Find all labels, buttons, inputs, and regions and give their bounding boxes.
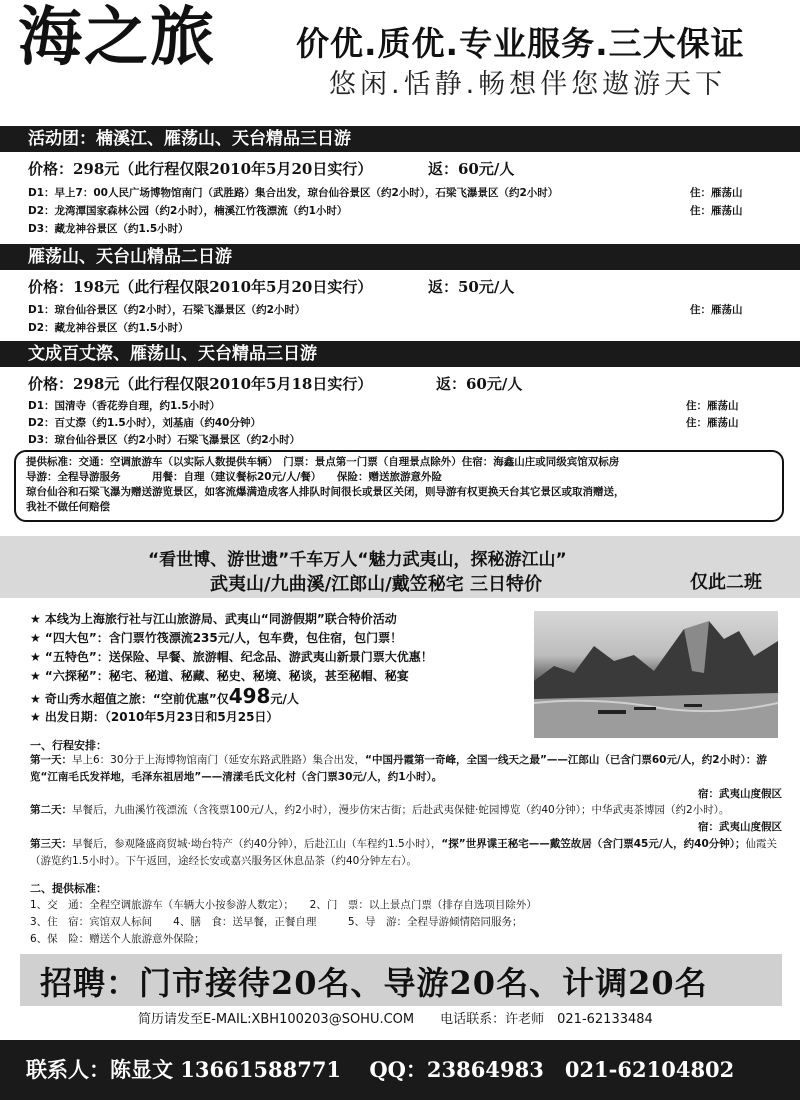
itinerary-day2 bbox=[30, 802, 782, 836]
provide-row: 1、交 通：全程空调旅游车（车辆大小按参游人数定）； 2、门 票：以上景点门票（排存自选项目除外） bbox=[30, 899, 537, 911]
standards-line: 提供标准：交通：空调旅游车（以实际人数提供车辆） 门票：景点第一门票（自理景点除外）住宿：海鑫山庄或同级宾馆双标房 bbox=[26, 456, 620, 468]
promo-star-item: ★ 出发日期：（2010年5月23日和5月25日） bbox=[30, 710, 279, 724]
tour2-price: 价格：198元（此行程仅限2010年5月20日实行） bbox=[28, 278, 373, 296]
tour3-price: 价格：298元（此行程仅限2010年5月18日实行） bbox=[28, 375, 373, 393]
tour1-day1: D1：早上7：00人民广场博物馆南门（武胜路）集合出发，琼台仙谷景区（约2小时），石梁飞瀑景区（约2小时） bbox=[28, 187, 559, 199]
promo-star-item bbox=[30, 684, 299, 708]
day-text: 早餐后，参观隆盛商贸城·坳台特产（约40分钟），后赴江山（车程约1.5小时）， bbox=[72, 838, 442, 850]
slogan-main: 价优.质优.专业服务.三大保证 bbox=[296, 24, 745, 63]
tour1-rebate: 返：60元/人 bbox=[428, 160, 515, 178]
promo-subtitle: 武夷山/九曲溪/江郎山/戴笠秘宅 三日特价 bbox=[210, 574, 542, 595]
itinerary-day1 bbox=[30, 752, 782, 803]
tour3-rebate: 返：60元/人 bbox=[436, 375, 523, 393]
tour1-price: 价格：298元（此行程仅限2010年5月20日实行） bbox=[28, 160, 373, 178]
day-label: 第二天： bbox=[30, 804, 72, 816]
day-stay: 宿：武夷山度假区 bbox=[698, 821, 782, 833]
tour3-title-bar: 文成百丈漈、雁荡山、天台精品三日游 bbox=[0, 341, 800, 367]
tour2-day1: D1：琼台仙谷景区（约2小时），石梁飞瀑景区（约2小时） bbox=[28, 304, 306, 316]
brand-logo: 海之旅 bbox=[18, 0, 216, 75]
itinerary-heading: 一、行程安排： bbox=[30, 739, 107, 752]
standards-box bbox=[14, 450, 784, 522]
tour2-day1-stay: 住：雁荡山 bbox=[690, 304, 743, 316]
scenery-photo bbox=[534, 611, 778, 738]
footer-contact: 联系人：陈显文 13661588771 QQ：23864983 021-62104802 bbox=[26, 1057, 735, 1082]
promo-title: “看世博、游世遗”千车万人“魅力武夷山，探秘游江山” bbox=[148, 550, 567, 570]
tour3-day1-stay: 住：雁荡山 bbox=[686, 400, 739, 412]
tour1-title-bar: 活动团：楠溪江、雁荡山、天台精品三日游 bbox=[0, 126, 800, 152]
standards-line: 琼台仙谷和石梁飞瀑为赠送游览景区，如客流爆满造成客人排队时间很长或景区关闭，则导游有权更换天台其它景区或取消赠送， bbox=[26, 486, 625, 498]
tour1-day2-stay: 住：雁荡山 bbox=[690, 205, 743, 217]
promo-only-label: 仅此二班 bbox=[690, 572, 762, 593]
provide-row: 6、保 险：赠送个人旅游意外保险； bbox=[30, 933, 205, 945]
day-text: 仙霞关（游览约1.5小时）。下午返回，途经长安或嘉兴服务区休息品茶（约40分钟左右）。 bbox=[30, 838, 778, 867]
promo-star-item: ★ “六探秘”：秘宅、秘道、秘藏、秘史、秘境、秘谈，甚至秘帽、秘宴 bbox=[30, 669, 409, 683]
day-stay: 宿：武夷山度假区 bbox=[698, 788, 782, 800]
promo-star-item: ★ “四大包”：含门票竹筏漂流235元/人，包车费，包住宿，包门票！ bbox=[30, 631, 403, 645]
resume-contact: 简历请发至E-MAIL:XBH100203@SOHU.COM 电话联系：许老师 021-62133484 bbox=[138, 1012, 653, 1027]
tour3-day1: D1：国清寺（香花券自理，约1.5小时） bbox=[28, 400, 221, 412]
recruit-title: 招聘：门市接待20名、导游20名、计调20名 bbox=[40, 964, 708, 1002]
tour2-day2: D2：藏龙神谷景区（约1.5小时） bbox=[28, 322, 189, 334]
promo-star-item: ★ 本线为上海旅行社与江山旅游局、武夷山“同游假期”联合特价活动 bbox=[30, 612, 397, 626]
tour3-day2-stay: 住：雁荡山 bbox=[686, 417, 739, 429]
tour2-rebate: 返：50元/人 bbox=[428, 278, 515, 296]
day-text: 早上6：30分于上海博物馆南门（延安东路武胜路）集合出发， bbox=[72, 754, 366, 766]
standards-line: 导游：全程导游服务 用餐：自理（建议餐标20元/人/餐） 保险：赠送旅游意外险 bbox=[26, 471, 443, 483]
day-text: 早餐后，九曲溪竹筏漂流（含筏票100元/人，约2小时），漫步仿宋古街；后赴武夷保健·蛇园博览（约40分钟）；中华武夷茶博园（约2小时）。 bbox=[72, 804, 730, 816]
tour1-day1-stay: 住：雁荡山 bbox=[690, 187, 743, 199]
itinerary-day3 bbox=[30, 836, 782, 870]
tour1-day2: D2：龙湾潭国家森林公园（约2小时），楠溪江竹筏漂流（约1小时） bbox=[28, 205, 348, 217]
provide-heading: 二、提供标准： bbox=[30, 882, 107, 895]
tour1-day3: D3：藏龙神谷景区（约1.5小时） bbox=[28, 223, 189, 235]
day-label: 第三天： bbox=[30, 838, 72, 850]
provide-row: 3、住 宿：宾馆双人标间 4、膳 食：送早餐，正餐自理 5、导 游：全程导游倾情陪同服务； bbox=[30, 916, 523, 928]
promo-price: 498 bbox=[228, 684, 271, 708]
slogan-sub: 悠闲.恬静.畅想伴您遨游天下 bbox=[329, 69, 727, 100]
tour2-title-bar: 雁荡山、天台山精品二日游 bbox=[0, 244, 800, 270]
day-highlight: “中国丹霞第一奇峰，全国一线天之最”——江郎山（已含门票60元/人，约2小时）：游览“江南毛氏发祥地，毛泽东祖居地”——清漾毛氏文化村（含门票30元/人，约1小时）。 bbox=[30, 754, 767, 783]
standards-line: 我社不做任何赔偿 bbox=[26, 501, 110, 513]
tour3-day2: D2：百丈漈（约1.5小时），刘基庙（约40分钟） bbox=[28, 417, 261, 429]
day-label: 第一天： bbox=[30, 754, 72, 766]
promo-star-item: ★ “五特色”：送保险、早餐、旅游帽、纪念品、游武夷山新景门票大优惠！ bbox=[30, 650, 433, 664]
tour3-day3: D3：琼台仙谷景区（约2小时）石梁飞瀑景区（约2小时） bbox=[28, 434, 301, 446]
day-highlight: “探”世界谍王秘宅——戴笠故居（含门票45元/人，约40分钟）； bbox=[441, 838, 746, 850]
promo-price-unit: 元/人 bbox=[270, 692, 299, 706]
promo-star-text: ★ 奇山秀水超值之旅：“空前优惠”仅 bbox=[30, 692, 229, 706]
mountain-river-image bbox=[534, 611, 778, 738]
